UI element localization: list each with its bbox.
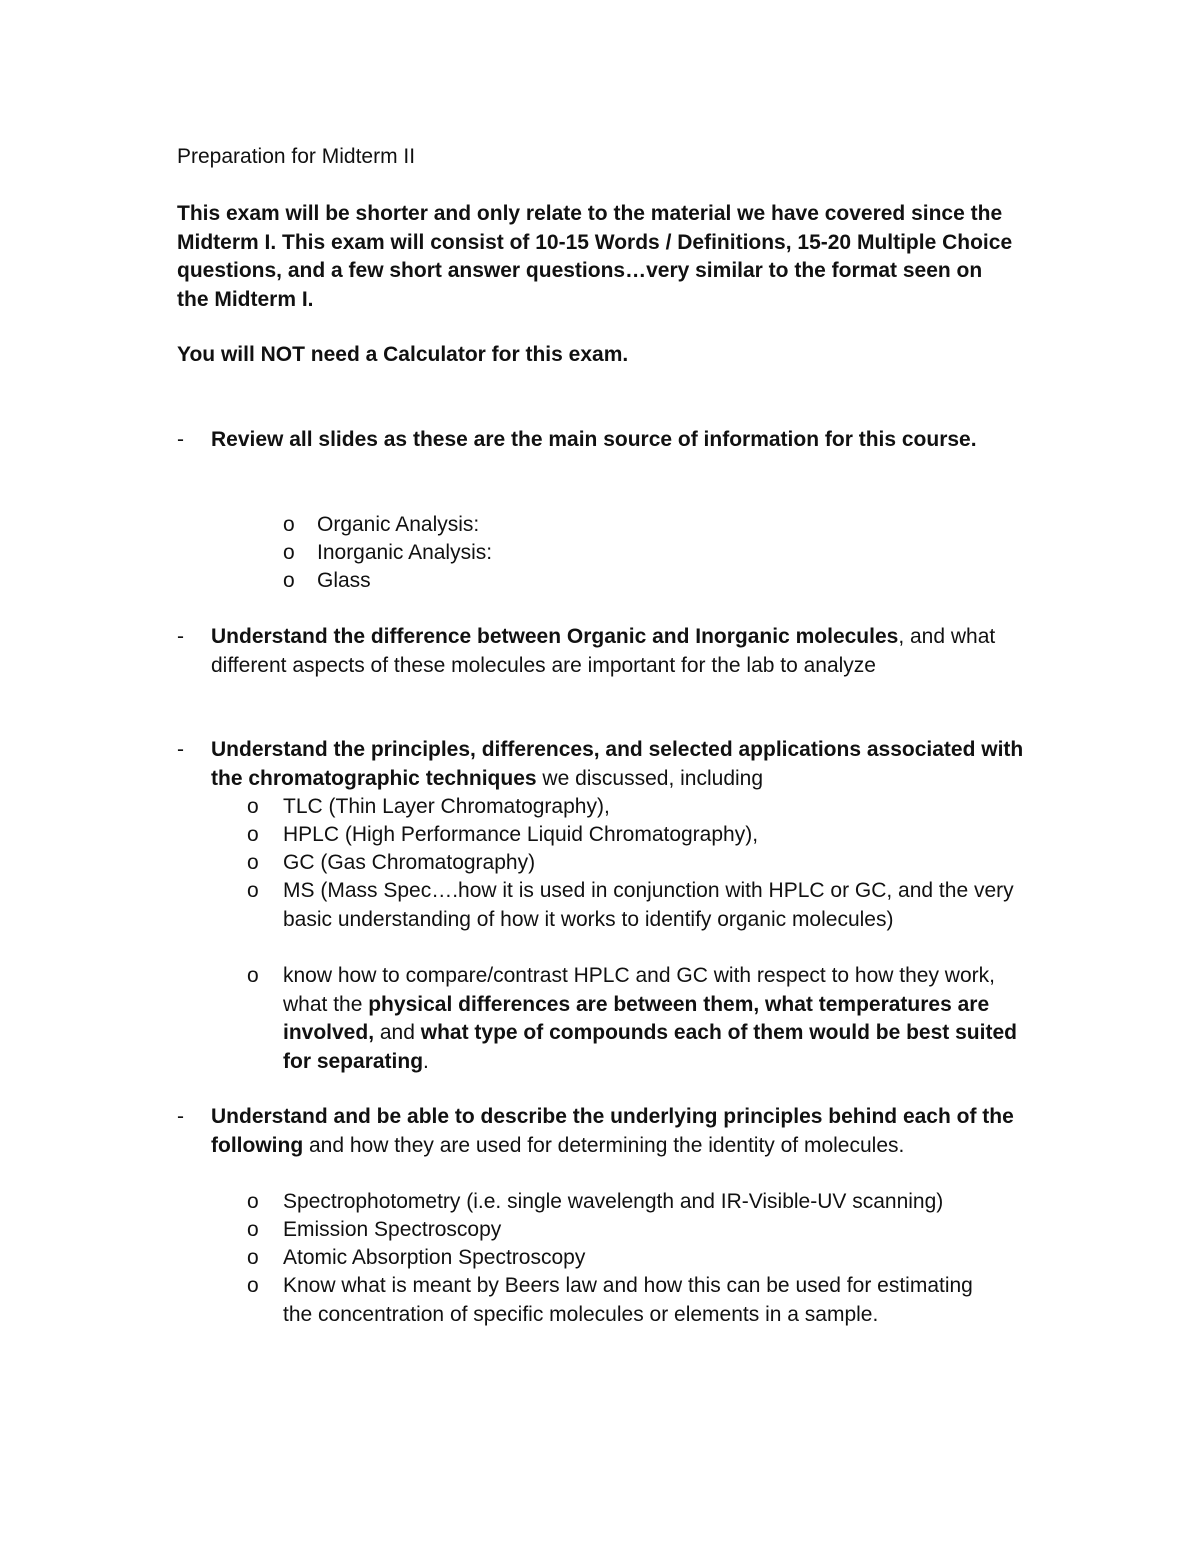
sub-marker: o	[283, 513, 295, 536]
document-page: Preparation for Midterm II This exam will be shorter and only relate to the material we have covered since the Midterm I. This exam will consist of 10-15 Words / Definitions, 15-20 Multiple Choice questions, and a few short answer questions…very similar to the format seen on the Midterm I. You will NOT need a Calculator for this exam. - Review all slides as these are the main source of information for this course. o Organic Analysis: o Inorganic Analysis: o Glass - Understand the difference between Organic and Inorganic molecules, and what different aspects of these molecules are important for the lab to analyze - Understand the principles, differences, and selected applications associated with the chromatographic techniques we discussed, including o TLC (Thin Layer Chromatography), o HPLC (High Performance Liquid Chromatography), o GC (Gas Chromatography) o MS (Mass Spec….how it is used in conjunction with HPLC or GC, and the very basic understanding of how it works to identify organic molecules) o know how to compare/contrast HPLC and GC with respect to how they work, what the physical differences are between them, what temperatures are involved, and what type of compounds each of them would be best suited for separating. - Understand and be able to describe the underlying principles behind each of the following and how they are used for determining the identity of molecules. o Spectrophotometry (i.e. single wavelength and IR-Visible-UV scanning) o Emission Spectroscopy o Atomic Absorption Spectroscopy o Know what is meant by Beers law and how this can be used for estimating the concentration of specific molecules or elements in a sample.	[0, 0, 1200, 1553]
section-review-slides: Review all slides as these are the main source of information for this course.	[211, 428, 977, 451]
intro-paragraph: This exam will be shorter and only relate to the material we have covered since the Midterm I. This exam will consist of 10-15 Words / Definitions, 15-20 Multiple Choice questions, and a few short answer questions…very similar to the format seen on the Midterm I.	[177, 202, 1013, 311]
bullet-marker: -	[177, 625, 184, 648]
page-title: Preparation for Midterm II	[177, 145, 416, 168]
sub-marker: o	[247, 1246, 259, 1269]
sub-marker: o	[247, 1190, 259, 1213]
calculator-note: You will NOT need a Calculator for this exam.	[177, 343, 629, 366]
section-spectroscopy: Understand and be able to describe the underlying principles behind each of the following and how they are used for determining the identity of molecules.	[211, 1105, 1014, 1157]
bullet-marker: -	[177, 1105, 184, 1128]
sub-marker: o	[283, 541, 295, 564]
sub-marker: o	[247, 964, 259, 987]
section-organic-inorganic: Understand the difference between Organic and Inorganic molecules, and what different aspects of these molecules are important for the lab to analyze	[211, 625, 996, 677]
sub-marker: o	[247, 851, 259, 874]
bullet-marker: -	[177, 738, 184, 761]
section-chromatography: Understand the principles, differences, and selected applications associated with the chromatographic techniques we discussed, including	[211, 738, 1024, 790]
sub-marker: o	[247, 1218, 259, 1241]
sub-marker: o	[247, 879, 259, 902]
sub-marker: o	[247, 823, 259, 846]
bullet-marker: -	[177, 428, 184, 451]
sub-marker: o	[247, 795, 259, 818]
sub-marker: o	[247, 1274, 259, 1297]
sub-marker: o	[283, 569, 295, 592]
